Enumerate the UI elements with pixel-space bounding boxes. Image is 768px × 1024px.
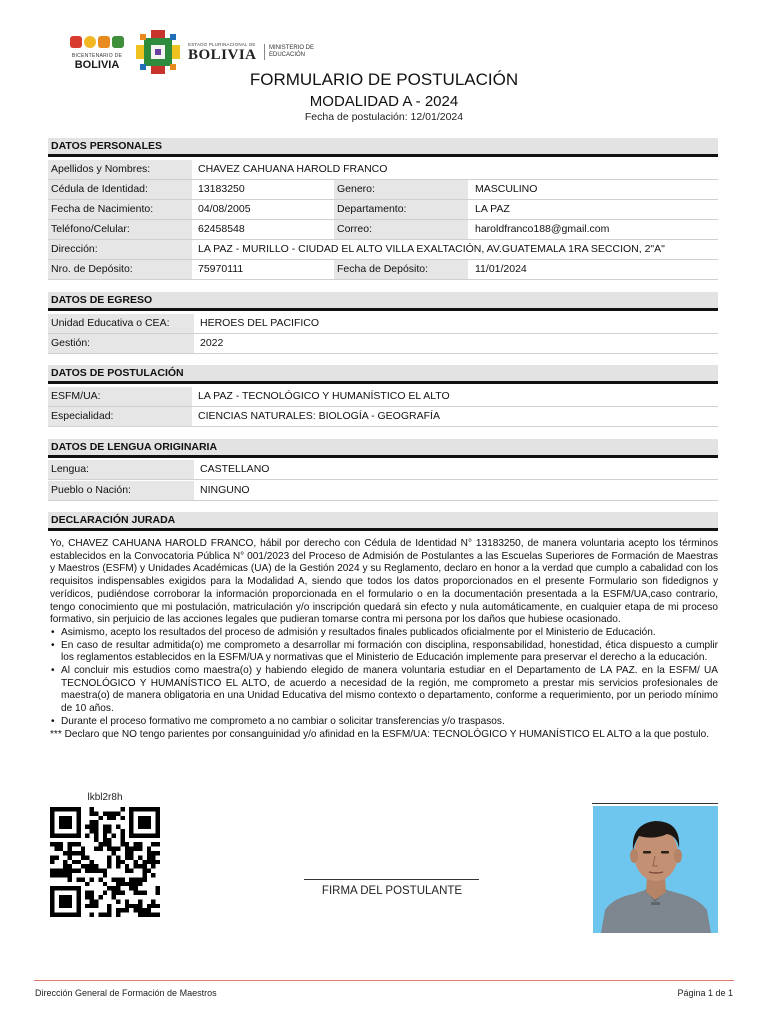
value-fecha-deposito: 11/01/2024 [475,263,527,275]
declaration-list [50,627,718,729]
section-datos-egreso: DATOS DE EGRESO [48,292,718,311]
row-nombres [48,160,718,180]
estado-line1: ESTADO PLURINACIONAL DE [188,42,256,47]
qr-code-label: lkbl2r8h [87,792,123,803]
value-lengua: CASTELLANO [200,463,270,475]
logo-divider [264,44,265,60]
value-genero: MASCULINO [475,183,538,195]
label-direccion: Dirección: [48,240,192,259]
ministerio-logo [136,30,326,74]
label-ci: Cédula de Identidad: [48,180,192,199]
label-lengua: Lengua: [48,460,194,479]
value-ci: 13183250 [198,183,245,195]
photo-top-line [592,803,718,804]
value-pueblo: NINGUNO [200,484,250,496]
value-departamento: LA PAZ [475,203,510,215]
label-departamento: Departamento: [334,200,468,219]
row-especialidad [48,407,718,427]
footer-page-number: Página 1 de 1 [677,988,733,998]
footer-institution: Dirección General de Formación de Maestros [35,988,217,998]
declaration-item: • Asimismo, acepto los resultados del proceso de admisión y resultados finales publicados oficialmente por el Ministerio de Educación. [50,627,718,640]
footer-rule [34,980,734,981]
section-declaracion-jurada: DECLARACIÓN JURADA [48,512,718,531]
bicentenario-emblem [70,36,126,52]
bicentenario-logo [66,32,128,72]
row-unidad [48,314,718,334]
section-lengua-originaria: DATOS DE LENGUA ORIGINARIA [48,439,718,458]
label-genero: Genero: [334,180,468,199]
section-datos-postulacion: DATOS DE POSTULACIÓN [48,365,718,384]
row-deposito [48,260,718,280]
label-fecha-deposito: Fecha de Depósito: [334,260,468,279]
value-direccion: LA PAZ - MURILLO - CIUDAD EL ALTO VILLA EXALTACIÓN, AV.GUATEMALA 1RA SECCION, 2"A" [198,243,665,255]
value-deposito: 75970111 [198,263,244,275]
qr-code-image [50,806,160,918]
label-nacimiento: Fecha de Nacimiento: [48,200,192,219]
label-telefono: Teléfono/Celular: [48,220,192,239]
bicentenario-line2: BOLIVIA [74,59,120,71]
row-direccion [48,240,718,260]
declaration-body [50,538,718,741]
declaration-paragraph: Yo, CHAVEZ CAHUANA HAROLD FRANCO, hábil por derecho con Cédula de Identidad N° 13183250, de manera voluntaria acepto los términos establecidos en la Convocatoria Pública N° 001/2023 del Proceso de Admisión de Postulantes a las Escuelas Superiores de Formación de Maestras y Maestros (ESFM) y Unidades Académicas (UA) de la Gestión 2024 y su Reglamento, declaro en honor a la verdad que cumplo a cabalidad con los requisitos indispensables exigidos para la Modalidad A, siendo que todos los datos proporcionados en el presente Formulario son fidedignos y verídicos, pudiéndose corroborar la información proporcionada en el formulario o en la documentación presentada a la ESFM/UA,caso contrario, tengo conocimiento que mi postulación, matriculación y/o inscripción quedará sin efecto y nula automáticamente, en cualquier etapa de mi proceso formativo, sin perjuicio de las acciones legales que pudieran tomarse contra mi persona por los daños que hubiese ocasionado. [50,538,718,626]
form-subtitle: MODALIDAD A - 2024 [309,93,459,110]
header-logos [66,30,336,74]
section-datos-personales: DATOS PERSONALES [48,138,718,157]
applicant-photo [593,806,718,933]
declaration-item: • Durante el proceso formativo me comprometo a no cambiar o solicitar transferencias y/o traspasos. [50,716,718,729]
row-esfm [48,387,718,407]
form-title: FORMULARIO DE POSTULACIÓN [249,70,519,89]
declaration-closing: *** Declaro que NO tengo parientes por consanguinidad y/o afinidad en la ESFM/UA: TECNOLÓGICO Y HUMANÍSTICO EL ALTO a la que postulo. [50,728,710,740]
form-date: Fecha de postulación: 12/01/2024 [304,111,464,123]
value-nombres: CHAVEZ CAHUANA HAROLD FRANCO [198,163,388,175]
value-telefono: 62458548 [198,223,245,235]
label-nombres: Apellidos y Nombres: [48,160,192,179]
value-esfm: LA PAZ - TECNOLÓGICO Y HUMANÍSTICO EL ALTO [198,390,450,402]
label-gestion: Gestión: [48,334,194,353]
signature-line [304,879,479,880]
declaration-item: • Al concluir mis estudios como maestra(o) y habiendo elegido de manera voluntaria estudiar en el Departamento de LA PAZ. en la ESFM/ UA TECNOLÓGICO Y HUMANÍSTICO EL ALTO, de acuerdo a necesidad de la región, me comprometo a prestar mis servicios profesionales de maestra(o) de manera obligatoria en una Unidad Educativa del mismo contexto o departamento, conforme a requerimiento, por un periodo mínimo de 10 años. [50,665,718,716]
label-correo: Correo: [334,220,468,239]
estado-line3: MINISTERIO DE EDUCACIÓN [269,45,315,58]
row-nacimiento-departamento [48,200,718,220]
value-especialidad: CIENCIAS NATURALES: BIOLOGÍA - GEOGRAFÍA [198,410,440,422]
chakana-icon [136,30,180,74]
signature-label: FIRMA DEL POSTULANTE [321,885,463,897]
value-gestion: 2022 [200,337,224,349]
row-gestion [48,334,718,354]
declaration-item: • En caso de resultar admitida(o) me comprometo a desarrollar mi formación con disciplina, responsabilidad, honestidad, ética dispuesto a cumplir los reglamentos establecidos en la ESFM/UA y normativas que el Ministerio de Educación implemente para preservar el derecho a la educación. [50,640,718,665]
label-esfm: ESFM/UA: [48,387,192,406]
row-telefono-correo [48,220,718,240]
row-lengua [48,460,718,480]
value-correo: haroldfranco188@gmail.com [475,223,610,235]
row-ci-genero [48,180,718,200]
label-deposito: Nro. de Depósito: [48,260,192,279]
bicentenario-line1: BICENTENARIO DE [71,53,123,59]
label-especialidad: Especialidad: [48,407,192,426]
row-pueblo [48,481,718,501]
label-unidad: Unidad Educativa o CEA: [48,314,194,333]
label-pueblo: Pueblo o Nación: [48,481,194,500]
value-nacimiento: 04/08/2005 [198,203,251,215]
estado-line2: BOLIVIA [188,47,257,63]
value-unidad: HEROES DEL PACIFICO [200,317,320,329]
